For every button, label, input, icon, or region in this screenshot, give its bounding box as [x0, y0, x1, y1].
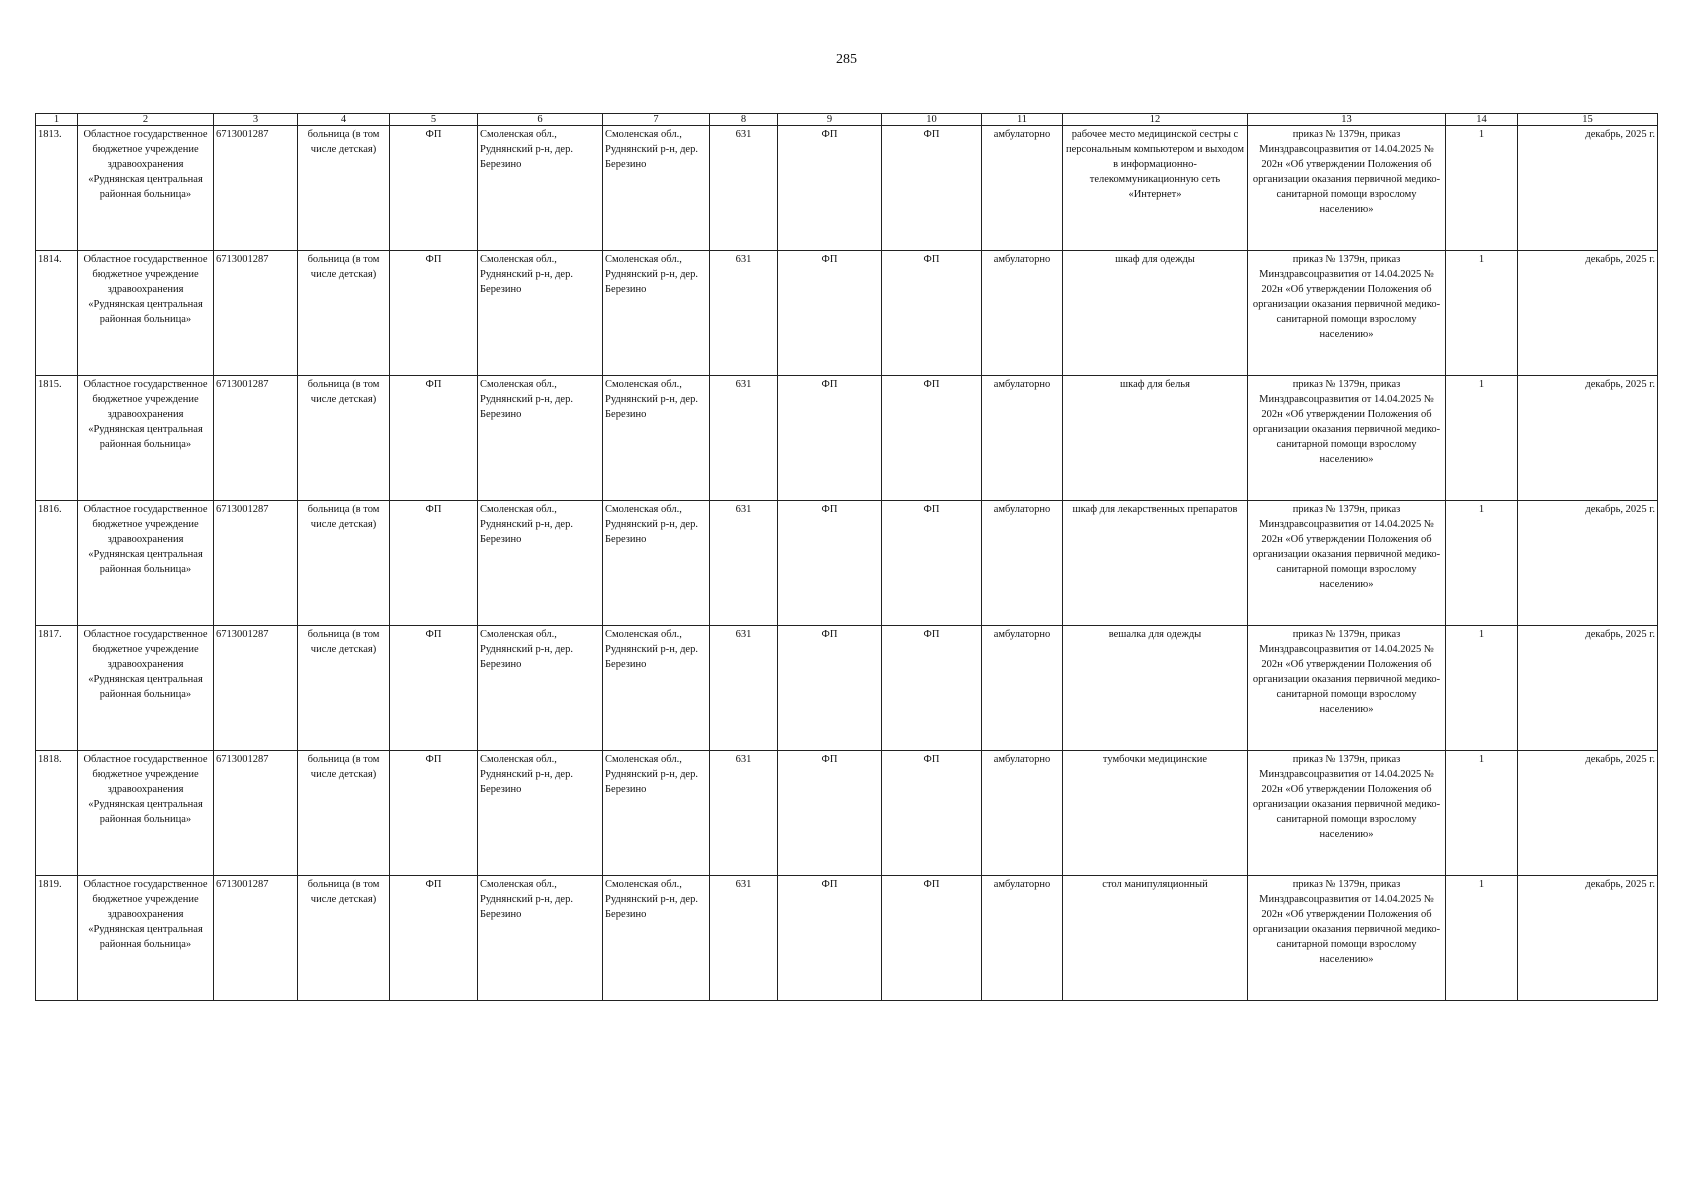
column-9-value: ФП	[778, 251, 882, 376]
care-mode: амбулаторно	[982, 501, 1063, 626]
unit-type: ФП	[390, 251, 478, 376]
address: Смоленская обл., Руднянский р-н, дер. Березино	[478, 126, 603, 251]
table-row	[36, 501, 1658, 626]
column-9-value: ФП	[778, 876, 882, 1001]
column-header: 12	[1063, 114, 1248, 126]
column-header: 7	[603, 114, 710, 126]
due-date: декабрь, 2025 г.	[1518, 501, 1658, 626]
row-number: 1818.	[36, 751, 78, 876]
organization-name: Областное государственное бюджетное учреждение здравоохранения «Руднянская центральная районная больница»	[78, 251, 214, 376]
quantity: 1	[1446, 876, 1518, 1001]
column-header: 13	[1248, 114, 1446, 126]
quantity: 1	[1446, 376, 1518, 501]
table-row	[36, 876, 1658, 1001]
care-mode: амбулаторно	[982, 376, 1063, 501]
address: Смоленская обл., Руднянский р-н, дер. Березино	[478, 501, 603, 626]
inn-code: 6713001287	[214, 751, 298, 876]
regulatory-order: приказ № 1379н, приказ Минздравсоцразвития от 14.04.2025 № 202н «Об утверждении Положения об организации оказания первичной медико-санитарной помощи взрослому населению»	[1248, 501, 1446, 626]
organization-name: Областное государственное бюджетное учреждение здравоохранения «Руднянская центральная районная больница»	[78, 751, 214, 876]
column-9-value: ФП	[778, 376, 882, 501]
code-value: 631	[710, 626, 778, 751]
organization-name: Областное государственное бюджетное учреждение здравоохранения «Руднянская центральная районная больница»	[78, 376, 214, 501]
column-10-value: ФП	[882, 251, 982, 376]
column-9-value: ФП	[778, 626, 882, 751]
column-10-value: ФП	[882, 501, 982, 626]
regulatory-order: приказ № 1379н, приказ Минздравсоцразвития от 14.04.2025 № 202н «Об утверждении Положения об организации оказания первичной медико-санитарной помощи взрослому населению»	[1248, 876, 1446, 1001]
address-secondary: Смоленская обл., Руднянский р-н, дер. Березино	[603, 501, 710, 626]
code-value: 631	[710, 751, 778, 876]
organization-name: Областное государственное бюджетное учреждение здравоохранения «Руднянская центральная районная больница»	[78, 501, 214, 626]
facility-type: больница (в том числе детская)	[298, 376, 390, 501]
quantity: 1	[1446, 501, 1518, 626]
column-header: 9	[778, 114, 882, 126]
unit-type: ФП	[390, 126, 478, 251]
row-number: 1817.	[36, 626, 78, 751]
column-10-value: ФП	[882, 876, 982, 1001]
due-date: декабрь, 2025 г.	[1518, 376, 1658, 501]
due-date: декабрь, 2025 г.	[1518, 251, 1658, 376]
address: Смоленская обл., Руднянский р-н, дер. Березино	[478, 251, 603, 376]
organization-name: Областное государственное бюджетное учреждение здравоохранения «Руднянская центральная районная больница»	[78, 876, 214, 1001]
quantity: 1	[1446, 626, 1518, 751]
column-header: 6	[478, 114, 603, 126]
registry-table	[35, 113, 1658, 1001]
address: Смоленская обл., Руднянский р-н, дер. Березино	[478, 376, 603, 501]
quantity: 1	[1446, 751, 1518, 876]
inn-code: 6713001287	[214, 876, 298, 1001]
address-secondary: Смоленская обл., Руднянский р-н, дер. Березино	[603, 251, 710, 376]
unit-type: ФП	[390, 876, 478, 1001]
address-secondary: Смоленская обл., Руднянский р-н, дер. Березино	[603, 876, 710, 1001]
table-body	[36, 126, 1658, 1001]
column-10-value: ФП	[882, 751, 982, 876]
column-header: 4	[298, 114, 390, 126]
unit-type: ФП	[390, 376, 478, 501]
equipment-item: шкаф для белья	[1063, 376, 1248, 501]
regulatory-order: приказ № 1379н, приказ Минздравсоцразвития от 14.04.2025 № 202н «Об утверждении Положения об организации оказания первичной медико-санитарной помощи взрослому населению»	[1248, 251, 1446, 376]
care-mode: амбулаторно	[982, 751, 1063, 876]
column-header: 15	[1518, 114, 1658, 126]
equipment-item: шкаф для одежды	[1063, 251, 1248, 376]
inn-code: 6713001287	[214, 251, 298, 376]
equipment-item: стол манипуляционный	[1063, 876, 1248, 1001]
column-header: 10	[882, 114, 982, 126]
column-header: 2	[78, 114, 214, 126]
care-mode: амбулаторно	[982, 126, 1063, 251]
organization-name: Областное государственное бюджетное учреждение здравоохранения «Руднянская центральная районная больница»	[78, 126, 214, 251]
column-9-value: ФП	[778, 501, 882, 626]
regulatory-order: приказ № 1379н, приказ Минздравсоцразвития от 14.04.2025 № 202н «Об утверждении Положения об организации оказания первичной медико-санитарной помощи взрослому населению»	[1248, 376, 1446, 501]
column-10-value: ФП	[882, 126, 982, 251]
table-row	[36, 251, 1658, 376]
address-secondary: Смоленская обл., Руднянский р-н, дер. Березино	[603, 376, 710, 501]
inn-code: 6713001287	[214, 501, 298, 626]
column-header: 3	[214, 114, 298, 126]
inn-code: 6713001287	[214, 126, 298, 251]
facility-type: больница (в том числе детская)	[298, 501, 390, 626]
care-mode: амбулаторно	[982, 251, 1063, 376]
regulatory-order: приказ № 1379н, приказ Минздравсоцразвития от 14.04.2025 № 202н «Об утверждении Положения об организации оказания первичной медико-санитарной помощи взрослому населению»	[1248, 626, 1446, 751]
inn-code: 6713001287	[214, 376, 298, 501]
table-row	[36, 126, 1658, 251]
quantity: 1	[1446, 251, 1518, 376]
equipment-item: тумбочки медицинские	[1063, 751, 1248, 876]
facility-type: больница (в том числе детская)	[298, 251, 390, 376]
address-secondary: Смоленская обл., Руднянский р-н, дер. Березино	[603, 626, 710, 751]
organization-name: Областное государственное бюджетное учреждение здравоохранения «Руднянская центральная районная больница»	[78, 626, 214, 751]
equipment-item: вешалка для одежды	[1063, 626, 1248, 751]
row-number: 1814.	[36, 251, 78, 376]
code-value: 631	[710, 376, 778, 501]
facility-type: больница (в том числе детская)	[298, 126, 390, 251]
regulatory-order: приказ № 1379н, приказ Минздравсоцразвития от 14.04.2025 № 202н «Об утверждении Положения об организации оказания первичной медико-санитарной помощи взрослому населению»	[1248, 751, 1446, 876]
regulatory-order: приказ № 1379н, приказ Минздравсоцразвития от 14.04.2025 № 202н «Об утверждении Положения об организации оказания первичной медико-санитарной помощи взрослому населению»	[1248, 126, 1446, 251]
code-value: 631	[710, 501, 778, 626]
page-number: 285	[836, 52, 857, 67]
column-header: 1	[36, 114, 78, 126]
column-header: 14	[1446, 114, 1518, 126]
column-header: 11	[982, 114, 1063, 126]
table-row	[36, 376, 1658, 501]
row-number: 1815.	[36, 376, 78, 501]
column-header: 8	[710, 114, 778, 126]
column-10-value: ФП	[882, 376, 982, 501]
column-9-value: ФП	[778, 751, 882, 876]
due-date: декабрь, 2025 г.	[1518, 876, 1658, 1001]
row-number: 1813.	[36, 126, 78, 251]
code-value: 631	[710, 126, 778, 251]
due-date: декабрь, 2025 г.	[1518, 126, 1658, 251]
unit-type: ФП	[390, 501, 478, 626]
address: Смоленская обл., Руднянский р-н, дер. Березино	[478, 626, 603, 751]
unit-type: ФП	[390, 751, 478, 876]
row-number: 1816.	[36, 501, 78, 626]
column-number-row	[36, 114, 1658, 126]
unit-type: ФП	[390, 626, 478, 751]
address: Смоленская обл., Руднянский р-н, дер. Березино	[478, 876, 603, 1001]
facility-type: больница (в том числе детская)	[298, 751, 390, 876]
address: Смоленская обл., Руднянский р-н, дер. Березино	[478, 751, 603, 876]
facility-type: больница (в том числе детская)	[298, 876, 390, 1001]
address-secondary: Смоленская обл., Руднянский р-н, дер. Березино	[603, 126, 710, 251]
code-value: 631	[710, 876, 778, 1001]
address-secondary: Смоленская обл., Руднянский р-н, дер. Березино	[603, 751, 710, 876]
column-header: 5	[390, 114, 478, 126]
equipment-item: шкаф для лекарственных препаратов	[1063, 501, 1248, 626]
column-9-value: ФП	[778, 126, 882, 251]
row-number: 1819.	[36, 876, 78, 1001]
code-value: 631	[710, 251, 778, 376]
facility-type: больница (в том числе детская)	[298, 626, 390, 751]
due-date: декабрь, 2025 г.	[1518, 751, 1658, 876]
table-row	[36, 751, 1658, 876]
equipment-item: рабочее место медицинской сестры с персональным компьютером и выходом в информационно-телекоммуникационную сеть «Интернет»	[1063, 126, 1248, 251]
care-mode: амбулаторно	[982, 626, 1063, 751]
column-10-value: ФП	[882, 626, 982, 751]
due-date: декабрь, 2025 г.	[1518, 626, 1658, 751]
inn-code: 6713001287	[214, 626, 298, 751]
table-row	[36, 626, 1658, 751]
quantity: 1	[1446, 126, 1518, 251]
care-mode: амбулаторно	[982, 876, 1063, 1001]
